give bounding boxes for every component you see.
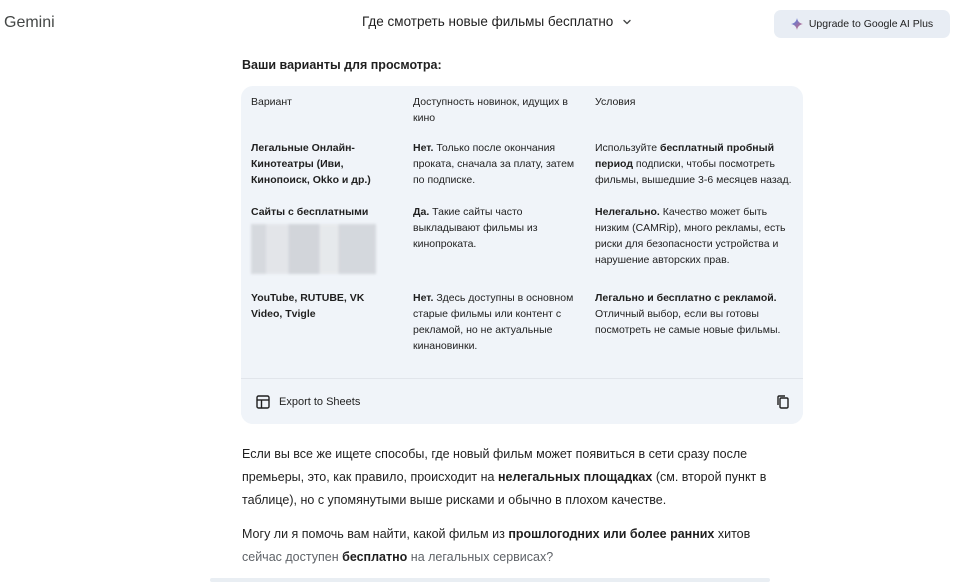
paragraph-text: на легальных сервисах? — [407, 550, 554, 564]
upgrade-button[interactable] — [774, 10, 950, 38]
table-footer — [241, 378, 803, 424]
availability-verdict: Нет. — [413, 292, 434, 304]
table-cell-variant — [241, 198, 403, 284]
table-cell-conditions — [585, 198, 803, 284]
table-row — [241, 198, 803, 284]
table-cell-availability — [403, 134, 585, 198]
table-header-cell: Доступность новинок, идущих в кино — [413, 96, 568, 124]
variant-label: Сайты с бесплатными — [251, 206, 369, 218]
table-cell-conditions — [585, 134, 803, 198]
table-cell-availability — [403, 198, 585, 284]
paragraph-text: хитов — [714, 527, 751, 541]
copy-icon[interactable] — [775, 394, 791, 410]
conditions-detail: Качество может быть низким (CAMRip), много рекламы, есть риски для безопасности устройства и нарушение авторских прав. — [595, 206, 786, 266]
paragraph-emphasis: нелегальных площадках — [497, 470, 653, 484]
paragraph-emphasis: бесплатно — [342, 550, 408, 564]
availability-detail: Такие сайты часто выкладывают фильмы из кинопроката. — [413, 206, 538, 250]
export-label: Export to Sheets — [279, 395, 361, 408]
upgrade-label: Upgrade to Google AI Plus — [808, 18, 934, 30]
conversation-title: Где смотреть новые фильмы бесплатно — [362, 14, 614, 29]
conditions-bold: Легально и бесплатно с рекламой. — [595, 292, 777, 304]
conditions-bold: Нелегально. — [595, 206, 660, 218]
response-question — [242, 523, 802, 569]
app-logo[interactable]: Gemini — [4, 14, 55, 31]
table-row — [241, 284, 803, 364]
blurred-content — [251, 224, 376, 274]
table-cell-variant: Легальные Онлайн-Кинотеатры (Иви, Кинопоиск, Okko и др.) — [251, 142, 371, 186]
top-bar — [0, 0, 960, 48]
chevron-down-icon — [621, 16, 633, 28]
table-header-row — [241, 86, 803, 134]
table-cell-conditions — [585, 284, 803, 364]
conditions-bold: бесплатный пробный период — [595, 142, 775, 170]
availability-verdict: Нет. — [413, 142, 434, 154]
paragraph-text: Могу ли я помочь вам найти, какой фильм из — [242, 527, 509, 541]
response-paragraph — [242, 443, 802, 512]
conditions-detail: подписки, чтобы посмотреть фильмы, вышедшие 3-6 месяцев назад. — [595, 158, 792, 186]
paragraph-text: Если вы все же ищете способы, где новый фильм может появиться в сети сразу после премьеры, это, как правило, происходит на — [242, 447, 748, 484]
table-cell-variant: YouTube, RUTUBE, VK Video, Tvigle — [251, 292, 365, 320]
paragraph-text: (см. второй пункт в таблице), но с упомянутыми выше рисками и обычно в плохом качестве. — [242, 470, 767, 507]
availability-detail: Только после окончания проката, сначала за плату, затем по подписке. — [413, 142, 575, 186]
conditions-detail: Отличный выбор, если вы готовы посмотреть не самые новые фильмы. — [595, 308, 781, 336]
table-card — [241, 86, 803, 424]
table-header-cell: Условия — [595, 96, 636, 108]
availability-verdict: Да. — [413, 206, 430, 218]
export-to-sheets-button[interactable] — [255, 394, 360, 410]
paragraph-text: сейчас доступен — [242, 550, 343, 564]
table-cell-availability — [403, 284, 585, 364]
sparkle-icon — [791, 18, 803, 30]
section-heading: Ваши варианты для просмотра: — [242, 58, 442, 72]
table-header-cell: Вариант — [251, 96, 292, 108]
table-row — [241, 134, 803, 198]
conversation-title-button[interactable] — [362, 14, 633, 29]
availability-detail: Здесь доступны в основном старые фильмы или контент с рекламой, но не актуальные кинановинки. — [413, 292, 574, 352]
sheets-icon — [255, 394, 271, 410]
conditions-prefix: Используйте — [595, 142, 660, 154]
comparison-table — [241, 86, 803, 364]
input-area-edge — [210, 578, 770, 582]
paragraph-emphasis: прошлогодних или более ранних — [508, 527, 715, 541]
